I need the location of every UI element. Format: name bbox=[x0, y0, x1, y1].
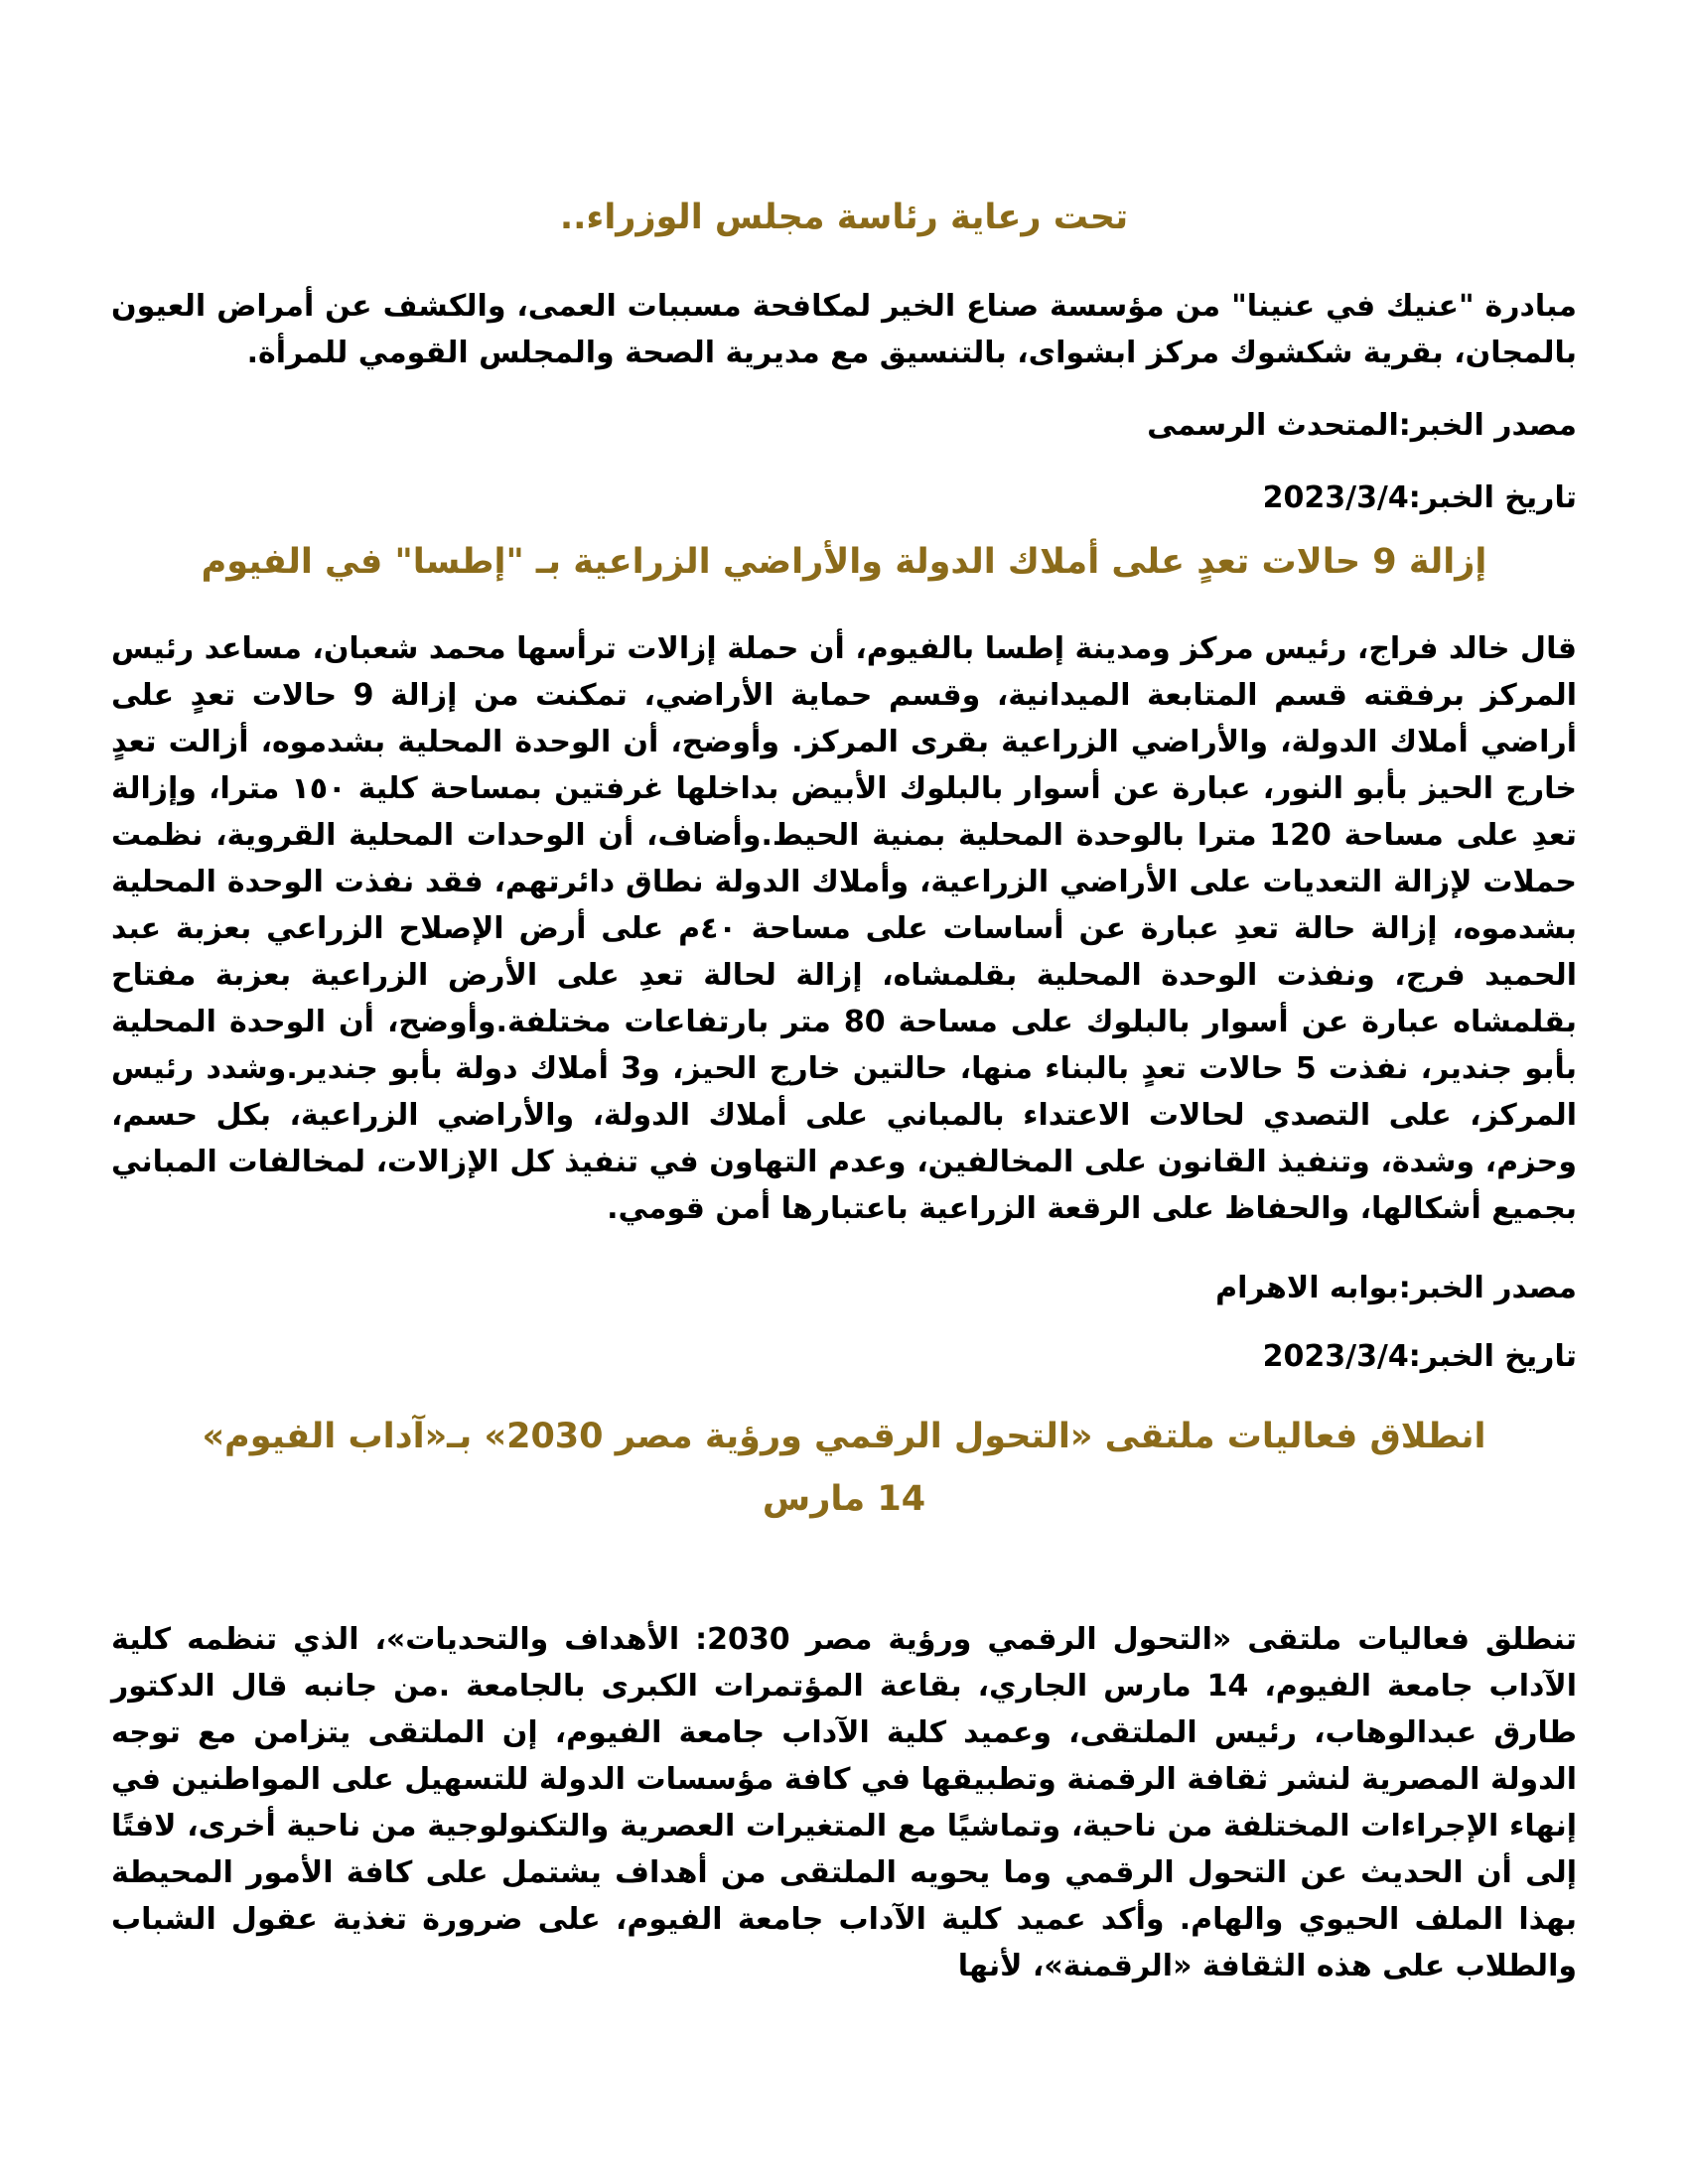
article-2-source: مصدر الخبر:بوابه الاهرام bbox=[1215, 1271, 1577, 1305]
article-3-body: تنطلق فعاليات ملتقى «التحول الرقمي ورؤية مصر 2030: الأهداف والتحديات»، الذي تنظمه كلية الآداب جامعة الفيوم، 14 مارس الجاري، بقاعة المؤتمرات الكبرى بالجامعة .من جانبه قال الدكتور طارق عبدالوهاب، رئيس الملتقى، وعميد كلية الآداب جامعة الفيوم، إن الملتقى يتزامن مع توجه الدولة المصرية لنشر ثقافة الرقمنة وتطبيقها في كافة مؤسسات الدولة للتسهيل على المواطنين في إنهاء الإجراءات المختلفة من ناحية، وتماشيًا مع المتغيرات العصرية والتكنولوجية من ناحية أخرى، لافتًا إلى أن الحديث عن التحول الرقمي وما يحويه الملتقى من أهداف يشتمل على كافة الأمور المحيطة بهذا الملف الحيوي والهام. وأكد عميد كلية الآداب جامعة الفيوم، على ضرورة تغذية عقول الشباب والطلاب على هذه الثقافة «الرقمنة»، لأنها bbox=[111, 1622, 1578, 1983]
article-2-heading: إزالة 9 حالات تعدٍ على أملاك الدولة والأراضي الزراعية بـ "إطسا" في الفيوم bbox=[201, 542, 1487, 582]
news-article-1 bbox=[111, 195, 1577, 521]
article-3-heading bbox=[111, 1406, 1577, 1531]
news-article-3 bbox=[111, 1406, 1577, 1989]
article-1-date: تاريخ الخبر:2023/3/4 bbox=[1262, 480, 1577, 515]
article-1-source: مصدر الخبر:المتحدث الرسمى bbox=[1147, 408, 1577, 443]
news-article-2 bbox=[111, 539, 1577, 1380]
article-2-body: قال خالد فراج، رئيس مركز ومدينة إطسا بالفيوم، أن حملة إزالات ترأسها محمد شعبان، مساعد رئيس المركز برفقته قسم المتابعة الميدانية، وقسم حماية الأراضي، تمكنت من إزالة 9 حالات تعدٍ على أراضي أملاك الدولة، والأراضي الزراعية بقرى المركز. وأوضح، أن الوحدة المحلية بشدموه، أزالت تعدٍ خارج الحيز بأبو النور، عبارة عن أسوار بالبلوك الأبيض بداخلها غرفتين بمساحة كلية ١٥٠ مترا، وإزالة تعدِ على مساحة 120 مترا بالوحدة المحلية بمنية الحيط.وأضاف، أن الوحدات المحلية القروية، نظمت حملات لإزالة التعديات على الأراضي الزراعية، وأملاك الدولة نطاق دائرتهم، فقد نفذت الوحدة المحلية بشدموه، إزالة حالة تعدِ عبارة عن أساسات على مساحة ٤٠م على أرض الإصلاح الزراعي بعزبة عبد الحميد فرج، ونفذت الوحدة المحلية بقلمشاه، إزالة لحالة تعدِ على الأرض الزراعية بعزبة مفتاح بقلمشاه عبارة عن أسوار بالبلوك على مساحة 80 متر بارتفاعات مختلفة.وأوضح، أن الوحدة المحلية بأبو جندير، نفذت 5 حالات تعدٍ بالبناء منها، حالتين خارج الحيز، و3 أملاك دولة بأبو جندير.وشدد رئيس المركز، على التصدي لحالات الاعتداء بالمباني على أملاك الدولة، والأراضي الزراعية، بكل حسم، وحزم، وشدة، وتنفيذ القانون على المخالفين، وعدم التهاون في تنفيذ كل الإزالات، لمخالفات المباني بجميع أشكالها، والحفاظ على الرقعة الزراعية باعتبارها أمن قومي. bbox=[111, 631, 1578, 1226]
article-3-heading-line-2: 14 مارس bbox=[762, 1479, 926, 1519]
article-3-heading-line-1: انطلاق فعاليات ملتقى «التحول الرقمي ورؤية مصر 2030» بـ«آداب الفيوم» bbox=[202, 1417, 1486, 1456]
article-2-date: تاريخ الخبر:2023/3/4 bbox=[1262, 1339, 1577, 1374]
article-1-heading: تحت رعاية رئاسة مجلس الوزراء.. bbox=[559, 198, 1129, 237]
article-1-body: مبادرة "عنيك في عنينا" من مؤسسة صناع الخير لمكافحة مسببات العمى، والكشف عن أمراض العيون بالمجان، بقرية شكشوك مركز ابشواى، بالتنسيق مع مديرية الصحة والمجلس القومي للمرأة. bbox=[111, 289, 1577, 370]
